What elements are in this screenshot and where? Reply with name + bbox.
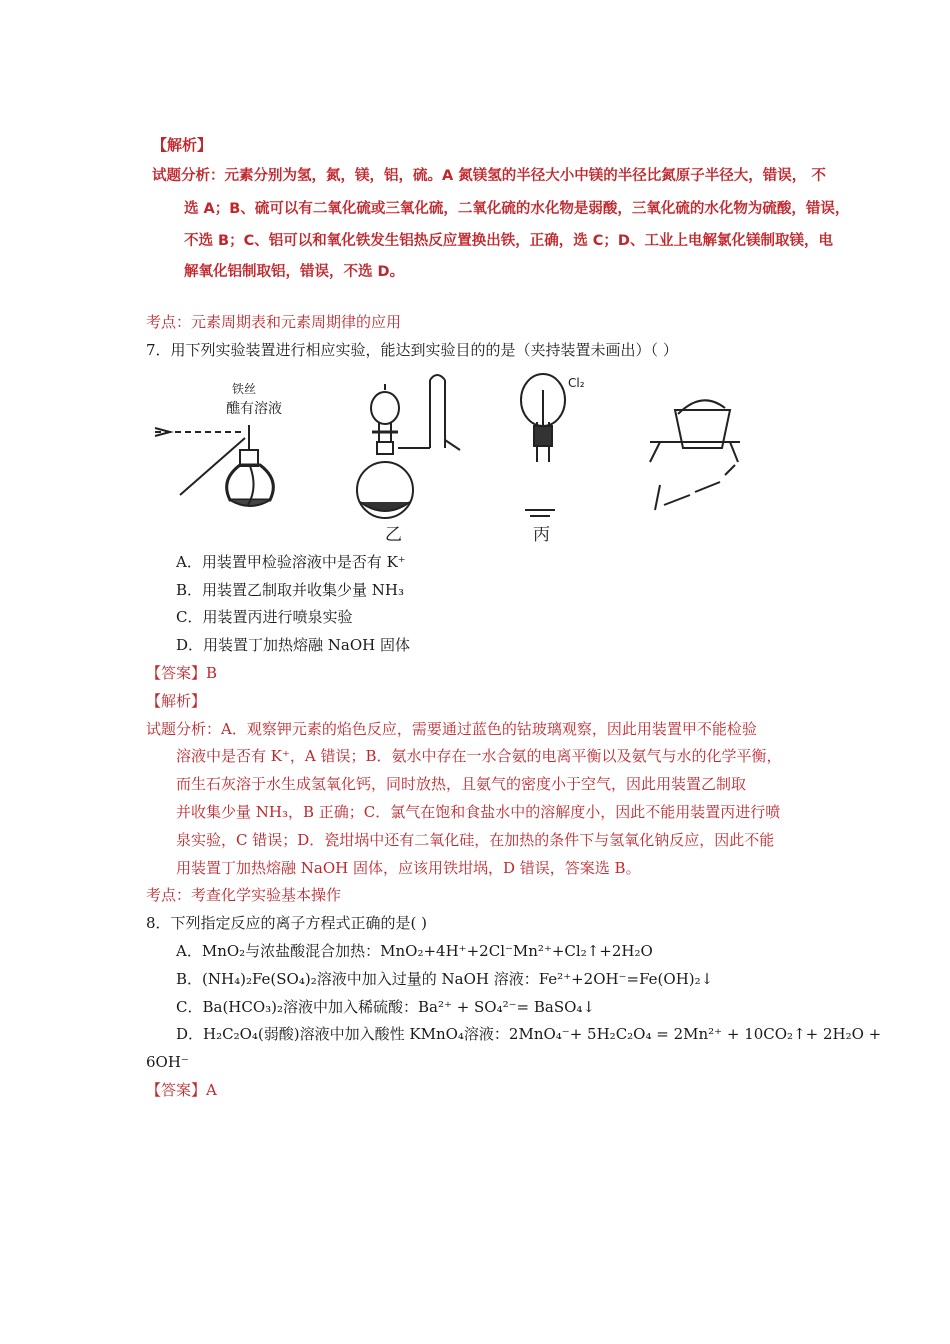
analysis-line: 试题分析：元素分别为氢，氮，镁，铝，硫。A 氮镁氢的半径大小中镁的半径比氮原子半径大，错误， 不 [152,168,826,184]
jiexi-label-1: 【解析】 [152,136,213,154]
option-b: B．用装置乙制取并收集少量 NH₃ [176,581,405,599]
apparatus-figure [150,370,750,545]
analysis-line: 试题分析：A．观察钾元素的焰色反应，需要通过蓝色的钴玻璃观察，因此用装置甲不能检验 [146,720,757,738]
question-8-stem: 8．下列指定反应的离子方程式正确的是( ) [146,914,428,932]
analysis-line: 而生石灰溶于水生成氢氧化钙，同时放热，且氨气的密度小于空气，因此用装置乙制取 [176,775,747,793]
fig-label-cl2: Cl₂ [568,376,585,390]
option-c: C．Ba(HCO₃)₂溶液中加入稀硫酸：Ba²⁺ + SO₄²⁻= BaSO₄↓ [176,998,596,1016]
option-d: D．H₂C₂O₄(弱酸)溶液中加入酸性 KMnO₄溶液：2MnO₄⁻+ 5H₂C₂O₄ = 2Mn²⁺ + 10CO₂↑+ 2H₂O + [176,1025,882,1043]
question-7-stem: 7．用下列实验装置进行相应实验，能达到实验目的的是（夹持装置未画出）（ ） [146,341,678,359]
option-c: C．用装置丙进行喷泉实验 [176,608,353,626]
fig-label-small: 铁丝 [232,382,257,396]
fig-label-solution: 醮有溶液 [226,401,282,417]
apparatus-jia [155,425,273,506]
analysis-line: 泉实验，C 错误；D．瓷坩埚中还有二氧化硅，在加热的条件下与氢氧化钠反应，因此不能 [176,831,775,849]
analysis-line: 并收集少量 NH₃，B 正确；C．氯气在饱和食盐水中的溶解度小，因此不能用装置丙进行喷 [176,803,781,821]
analysis-line: 不选 B；C、铝可以和氧化铁发生铝热反应置换出铁，正确，选 C；D、工业上电解氯化镁制取镁，电 [184,233,833,249]
jiexi-label-7: 【解析】 [146,692,207,710]
caption-yi: 乙 [385,525,402,545]
answer-7: 【答案】B [146,664,218,682]
option-d-continued: 6OH⁻ [146,1053,189,1071]
analysis-line: 选 A；B、硫可以有二氧化硫或三氧化硫，二氧化硫的水化物是弱酸，三氧化硫的水化物为硫酸，错误， [184,201,850,217]
kaodian-1: 考点：元素周期表和元素周期律的应用 [146,313,402,331]
apparatus-bing [521,374,565,516]
answer-8: 【答案】A [146,1081,217,1099]
option-d: D．用装置丁加热熔融 NaOH 固体 [176,636,411,654]
apparatus-yi [357,375,460,518]
analysis-line: 溶液中是否有 K⁺，A 错误；B．氨水中存在一水合氨的电离平衡以及氨气与水的化学平衡， [176,747,782,765]
caption-bing: 丙 [533,525,550,545]
analysis-line: 用装置丁加热熔融 NaOH 固体，应该用铁坩埚，D 错误，答案选 B。 [176,859,641,877]
option-a: A．MnO₂与浓盐酸混合加热：MnO₂+4H⁺+2Cl⁻Mn²⁺+Cl₂↑+2H₂O [176,942,653,960]
apparatus-ding [650,400,740,510]
option-b: B．(NH₄)₂Fe(SO₄)₂溶液中加入过量的 NaOH 溶液：Fe²⁺+2OH⁻=Fe(OH)₂↓ [176,970,714,988]
analysis-line: 解氧化铝制取铝，错误，不选 D。 [184,264,405,280]
option-a: A．用装置甲检验溶液中是否有 K⁺ [176,553,406,571]
kaodian-7: 考点：考查化学实验基本操作 [146,886,342,904]
